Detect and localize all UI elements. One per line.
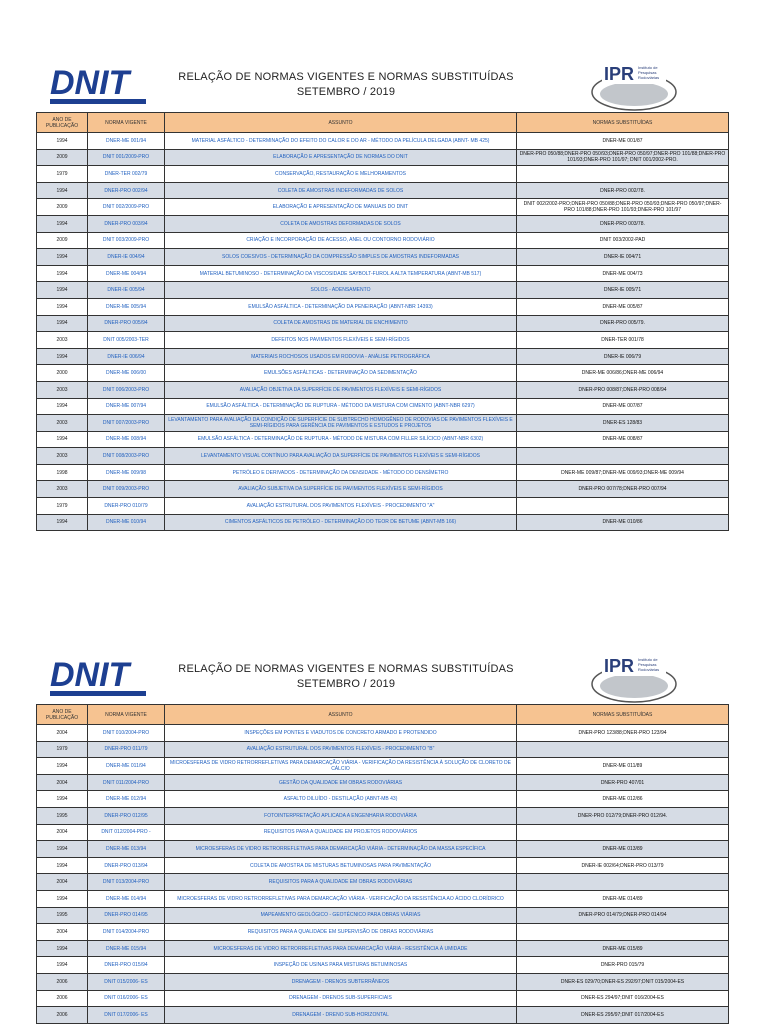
cell-year: 1994	[37, 215, 88, 232]
page-title	[166, 662, 526, 692]
cell-norm-link[interactable]: DNIT 008/2003-PRO	[88, 448, 165, 465]
cell-replaced: DNER-ES 029/70;DNER-ES 292/97;DNIT 015/2004-ES	[517, 973, 729, 990]
table-row	[37, 448, 729, 465]
cell-norm-link[interactable]: DNER-ME 007/94	[88, 398, 165, 415]
cell-subject-link[interactable]: MICROESFERAS DE VIDRO RETRORREFLETIVAS PARA DEMARCAÇÃO VIÁRIA - VERIFICAÇÃO DA RESISTÊNCIA À SOLUÇÃO DE CLORETO DE CÁLCIO	[165, 758, 517, 775]
cell-replaced: DNER-ES 294/97;DNIT 016/2004-ES	[517, 990, 729, 1007]
table-row	[37, 957, 729, 974]
cell-replaced: DNER-ME 005/87	[517, 298, 729, 315]
cell-replaced: DNER-ME 012/86	[517, 791, 729, 808]
table-row	[37, 481, 729, 498]
cell-subject-link[interactable]: MATERIAIS ROCHOSOS USADOS EM RODOVIA - ANÁLISE PETROGRÁFICA	[165, 348, 517, 365]
cell-replaced: DNIT 003/2002-PAD	[517, 232, 729, 249]
cell-replaced	[517, 924, 729, 941]
cell-norm-link[interactable]: DNER-PRO 015/94	[88, 957, 165, 974]
cell-subject-link[interactable]: DRENAGEM - DRENOS SUB-SUPERFICIAIS	[165, 990, 517, 1007]
norms-table-2	[36, 704, 729, 1024]
cell-year: 1995	[37, 807, 88, 824]
cell-year: 2004	[37, 774, 88, 791]
cell-year: 1979	[37, 498, 88, 515]
cell-subject-link[interactable]: INSPEÇÕES EM PONTES E VIADUTOS DE CONCRETO ARMADO E PROTENDIDO	[165, 725, 517, 742]
table-row	[37, 741, 729, 758]
page-title	[166, 70, 526, 100]
cell-norm-link[interactable]: DNIT 015/2006- ES	[88, 973, 165, 990]
cell-replaced: DNER-ME 015/89	[517, 940, 729, 957]
cell-subject-link[interactable]: CRIAÇÃO E INCORPORAÇÃO DE ACESSO, ANEL OU CONTORNO RODOVIÁRIO	[165, 232, 517, 249]
cell-year: 1994	[37, 315, 88, 332]
cell-norm-link[interactable]: DNIT 017/2006- ES	[88, 1007, 165, 1024]
cell-norm-link[interactable]: DNER-PRO 014/95	[88, 907, 165, 924]
cell-subject-link[interactable]: PETRÓLEO E DERIVADOS - DETERMINAÇÃO DA DENSIDADE - MÉTODO DO DENSÍMETRO	[165, 464, 517, 481]
cell-replaced: DNER-PRO 015/79	[517, 957, 729, 974]
cell-year: 2009	[37, 199, 88, 216]
cell-replaced: DNER-ES 295/97;DNIT 017/2004-ES	[517, 1007, 729, 1024]
table-row	[37, 381, 729, 398]
table-row	[37, 282, 729, 299]
cell-norm-link[interactable]: DNIT 012/2004-PRO -	[88, 824, 165, 841]
page-block-1	[36, 60, 728, 531]
table-row	[37, 166, 729, 183]
col-header-subject: ASSUNTO	[165, 705, 517, 725]
cell-norm-link[interactable]: DNER-ME 010/94	[88, 514, 165, 531]
title-line-1: RELAÇÃO DE NORMAS VIGENTES E NORMAS SUBSTITUÍDAS	[178, 663, 514, 675]
table-row	[37, 199, 729, 216]
cell-subject-link[interactable]: MATERIAL BETUMINOSO - DETERMINAÇÃO DA VISCOSIDADE SAYBOLT-FUROL A ALTA TEMPERATURA (ABNT-MB 517)	[165, 265, 517, 282]
cell-subject-link[interactable]: MICROESFERAS DE VIDRO RETRORREFLETIVAS PARA DEMARCAÇÃO VIÁRIA - DETERMINAÇÃO DA MASSA ESPECÍFICA	[165, 841, 517, 858]
table-row	[37, 415, 729, 432]
cell-subject-link[interactable]: SOLOS - ADENSAMENTO	[165, 282, 517, 299]
cell-year: 2003	[37, 448, 88, 465]
cell-norm-link[interactable]: DNIT 016/2006- ES	[88, 990, 165, 1007]
cell-subject-link[interactable]: MICROESFERAS DE VIDRO RETRORREFLETIVAS PARA DEMARCAÇÃO VIÁRIA - VERIFICAÇÃO DA RESISTÊNCIA AO ÁCIDO CLORÍDRICO	[165, 890, 517, 907]
title-line-1: RELAÇÃO DE NORMAS VIGENTES E NORMAS SUBSTITUÍDAS	[178, 71, 514, 83]
cell-norm-link[interactable]: DNIT 002/2009-PRO	[88, 199, 165, 216]
cell-year: 1994	[37, 398, 88, 415]
table-row	[37, 431, 729, 448]
cell-year: 1994	[37, 857, 88, 874]
cell-replaced	[517, 874, 729, 891]
cell-year: 2004	[37, 725, 88, 742]
col-header-subject: ASSUNTO	[165, 113, 517, 133]
cell-norm-link[interactable]: DNIT 014/2004-PRO	[88, 924, 165, 941]
dnit-logo: DNIT	[50, 64, 146, 104]
cell-norm-link[interactable]: DNIT 006/2003-PRO	[88, 381, 165, 398]
cell-subject-link[interactable]: COLETA DE AMOSTRAS DE MATERIAL DE ENCHIMENTO	[165, 315, 517, 332]
cell-replaced: DNER-ME 006/86;DNER-ME 006/94	[517, 365, 729, 382]
cell-subject-link[interactable]: EMULSÃO ASFÁLTICA - DETERMINAÇÃO DA PENEIRAÇÃO (ABNT-NBR 14393)	[165, 298, 517, 315]
ipr-logo-text: IPR	[604, 64, 635, 84]
cell-norm-link[interactable]: DNER-PRO 011/79	[88, 741, 165, 758]
ipr-logo	[590, 652, 678, 706]
cell-subject-link[interactable]: REQUISITOS PARA A QUALIDADE EM PROJETOS RODOVIÁRIOS	[165, 824, 517, 841]
cell-replaced: DNIT 002/2002-PRO;DNER-PRO 050/88;DNER-PRO 050/93;DNER-PRO 050/97;DNER-PRO 101/88;DNER-PRO 101/93;DNER-PRO 101/97	[517, 199, 729, 216]
cell-replaced: DNER-PRO 003/78.	[517, 215, 729, 232]
svg-text:Pesquisas: Pesquisas	[638, 662, 657, 667]
cell-subject-link[interactable]: INSPEÇÃO DE USINAS PARA MISTURAS BETUMINOSAS	[165, 957, 517, 974]
cell-norm-link[interactable]: DNER-ME 015/94	[88, 940, 165, 957]
ipr-logo-text: IPR	[604, 656, 635, 676]
cell-replaced: DNER-ME 009/87;DNER-ME 009/93;DNER-ME 009/94	[517, 464, 729, 481]
cell-year: 2003	[37, 415, 88, 432]
table-row	[37, 725, 729, 742]
table-row	[37, 758, 729, 775]
cell-norm-link[interactable]: DNER-PRO 002/94	[88, 182, 165, 199]
col-header-replaced: NORMAS SUBSTITUÍDAS	[517, 705, 729, 725]
cell-replaced: DNER-PRO 014/79;DNER-PRO 014/94	[517, 907, 729, 924]
svg-text:Rodoviárias: Rodoviárias	[638, 75, 660, 80]
cell-norm-link[interactable]: DNER-PRO 013/94	[88, 857, 165, 874]
col-header-year: ANO DE PUBLICAÇÃO	[37, 705, 88, 725]
cell-subject-link[interactable]: DEFEITOS NOS PAVIMENTOS FLEXÍVEIS E SEMI-RÍGIDOS	[165, 332, 517, 349]
cell-replaced: DNER-ME 001/87	[517, 133, 729, 150]
cell-subject-link[interactable]: AVALIAÇÃO ESTRUTURAL DOS PAVIMENTOS FLEXÍVEIS - PROCEDIMENTO "A"	[165, 498, 517, 515]
table-row	[37, 182, 729, 199]
cell-norm-link[interactable]: DNER-ME 011/94	[88, 758, 165, 775]
cell-subject-link[interactable]: MATERIAL ASFÁLTICO - DETERMINAÇÃO DO EFEITO DO CALOR E DO AR - MÉTODO DA PELÍCULA DELGADA (ABNT- MB 425)	[165, 133, 517, 150]
cell-norm-link[interactable]: DNIT 010/2004-PRO	[88, 725, 165, 742]
cell-norm-link[interactable]: DNER-ME 006/00	[88, 365, 165, 382]
table-row	[37, 398, 729, 415]
col-header-replaced: NORMAS SUBSTITUÍDAS	[517, 113, 729, 133]
cell-norm-link[interactable]: DNIT 001/2009-PRO	[88, 149, 165, 166]
cell-subject-link[interactable]: REQUISITOS PARA A QUALIDADE EM SUPERVISÃO DE OBRAS RODOVIÁRIAS	[165, 924, 517, 941]
cell-norm-link[interactable]: DNER-ME 009/98	[88, 464, 165, 481]
cell-norm-link[interactable]: DNER-ME 013/94	[88, 841, 165, 858]
cell-year: 1994	[37, 431, 88, 448]
cell-replaced: DNER-PRO 012/79;DNER-PRO 012/94.	[517, 807, 729, 824]
cell-subject-link[interactable]: SOLOS COESIVOS - DETERMINAÇÃO DA COMPRESSÃO SIMPLES DE AMOSTRAS INDEFORMADAS	[165, 249, 517, 266]
table-row	[37, 464, 729, 481]
table-row	[37, 874, 729, 891]
col-header-norm: NORMA VIGENTE	[88, 705, 165, 725]
cell-replaced: DNER-IE 005/71	[517, 282, 729, 299]
table-row	[37, 890, 729, 907]
table-row	[37, 332, 729, 349]
cell-replaced	[517, 824, 729, 841]
cell-replaced: DNER-PRO 005/79.	[517, 315, 729, 332]
cell-replaced: DNER-ME 013/89	[517, 841, 729, 858]
cell-subject-link[interactable]: GESTÃO DA QUALIDADE EM OBRAS RODOVIÁRIAS	[165, 774, 517, 791]
cell-subject-link[interactable]: AVALIAÇÃO SUBJETIVA DA SUPERFÍCIE DE PAVIMENTOS FLEXÍVEIS E SEMI-RÍGIDOS	[165, 481, 517, 498]
cell-norm-link[interactable]: DNIT 007/2003-PRO	[88, 415, 165, 432]
cell-norm-link[interactable]: DNER-PRO 005/94	[88, 315, 165, 332]
cell-subject-link[interactable]: AVALIAÇÃO OBJETIVA DA SUPERFÍCIE DE PAVIMENTOS FLEXÍVEIS E SEMI-RÍGIDOS	[165, 381, 517, 398]
table-row	[37, 841, 729, 858]
cell-replaced: DNER-ME 008/87	[517, 431, 729, 448]
cell-year: 1979	[37, 741, 88, 758]
table-row	[37, 514, 729, 531]
cell-replaced: DNER-TER 001/78	[517, 332, 729, 349]
table-row	[37, 133, 729, 150]
table-row	[37, 973, 729, 990]
cell-replaced: DNER-PRO 050/88;DNER-PRO 050/93;DNER-PRO 050/97;DNER-PRO 101/88;DNER-PRO 101/93;DNER-PRO 101/97; DNIT 001/2002-PRO.	[517, 149, 729, 166]
col-header-year: ANO DE PUBLICAÇÃO	[37, 113, 88, 133]
cell-replaced: DNER-ME 007/87	[517, 398, 729, 415]
cell-year: 2000	[37, 365, 88, 382]
cell-subject-link[interactable]: COLETA DE AMOSTRA DE MISTURAS BETUMINOSAS PARA PAVIMENTAÇÃO	[165, 857, 517, 874]
cell-subject-link[interactable]: EMULSÕES ASFÁLTICAS - DETERMINAÇÃO DA SEDIMENTAÇÃO	[165, 365, 517, 382]
cell-year: 2003	[37, 381, 88, 398]
ipr-logo	[590, 60, 678, 114]
cell-subject-link[interactable]: CONSERVAÇÃO, RESTAURAÇÃO E MELHORAMENTOS	[165, 166, 517, 183]
svg-text:Pesquisas: Pesquisas	[638, 70, 657, 75]
table-row	[37, 824, 729, 841]
cell-subject-link[interactable]: FOTOINTERPRETAÇÃO APLICADA A ENGENHARIA RODOVIÁRIA	[165, 807, 517, 824]
cell-year: 1998	[37, 464, 88, 481]
dnit-logo: DNIT	[50, 656, 146, 696]
cell-norm-link[interactable]: DNIT 011/2004-PRO	[88, 774, 165, 791]
cell-year: 1995	[37, 907, 88, 924]
page-header	[36, 652, 728, 712]
cell-year: 1994	[37, 249, 88, 266]
cell-norm-link[interactable]: DNER-TER 002/79	[88, 166, 165, 183]
cell-norm-link[interactable]: DNIT 013/2004-PRO	[88, 874, 165, 891]
cell-replaced	[517, 741, 729, 758]
table-row	[37, 149, 729, 166]
cell-year: 2004	[37, 824, 88, 841]
cell-subject-link[interactable]: COLETA DE AMOSTRAS INDEFORMADAS DE SOLOS	[165, 182, 517, 199]
cell-subject-link[interactable]: REQUISITOS PARA A QUALIDADE EM OBRAS RODOVIÁRIAS	[165, 874, 517, 891]
cell-subject-link[interactable]: ELABORAÇÃO E APRESENTAÇÃO DE MANUAIS DO DNIT	[165, 199, 517, 216]
cell-norm-link[interactable]: DNER-ME 012/94	[88, 791, 165, 808]
cell-year: 1994	[37, 298, 88, 315]
cell-replaced: DNER-ME 004/73	[517, 265, 729, 282]
cell-subject-link[interactable]: EMULSÃO ASFÁLTICA - DETERMINAÇÃO DE RUPTURA - MÉTODO DA MISTURA COM CIMENTO (ABNT-NBR 6297)	[165, 398, 517, 415]
cell-replaced: DNER-IE 006/79	[517, 348, 729, 365]
page-header	[36, 60, 728, 120]
cell-norm-link[interactable]: DNER-IE 006/94	[88, 348, 165, 365]
page-block-2	[36, 652, 728, 1024]
table-row	[37, 907, 729, 924]
cell-replaced: DNER-ME 010/86	[517, 514, 729, 531]
cell-norm-link[interactable]: DNER-PRO 012/95	[88, 807, 165, 824]
cell-norm-link[interactable]: DNIT 003/2009-PRO	[88, 232, 165, 249]
cell-year: 1994	[37, 265, 88, 282]
title-line-2: SETEMBRO / 2019	[296, 678, 396, 690]
cell-norm-link[interactable]: DNER-ME 008/94	[88, 431, 165, 448]
cell-norm-link[interactable]: DNER-ME 005/94	[88, 298, 165, 315]
cell-year: 1994	[37, 182, 88, 199]
cell-year: 1994	[37, 890, 88, 907]
cell-norm-link[interactable]: DNER-ME 001/94	[88, 133, 165, 150]
cell-subject-link[interactable]: ELABORAÇÃO E APRESENTAÇÃO DE NORMAS DO DNIT	[165, 149, 517, 166]
cell-replaced: DNER-PRO 008/87;DNER-PRO 008/94	[517, 381, 729, 398]
cell-year: 1994	[37, 282, 88, 299]
table-row	[37, 232, 729, 249]
cell-subject-link[interactable]: MICROESFERAS DE VIDRO RETRORREFLETIVAS PARA DEMARCAÇÃO VIÁRIA - RESISTÊNCIA À UMIDADE	[165, 940, 517, 957]
table-row	[37, 348, 729, 365]
cell-replaced: DNER-IE 002/64;DNER-PRO 013/79	[517, 857, 729, 874]
table-row	[37, 315, 729, 332]
cell-norm-link[interactable]: DNER-PRO 010/79	[88, 498, 165, 515]
cell-norm-link[interactable]: DNER-ME 004/94	[88, 265, 165, 282]
cell-year: 1994	[37, 514, 88, 531]
cell-replaced: DNER-ES 128/83	[517, 415, 729, 432]
cell-year: 2006	[37, 1007, 88, 1024]
cell-subject-link[interactable]: LEVANTAMENTO PARA AVALIAÇÃO DA CONDIÇÃO DE SUPERFÍCIE DE SUBTRECHO HOMOGÊNEO DE RODOVIAS DE PAVIMENTOS FLEXÍVEIS E SEMI-RÍGIDOS PARA GERÊNCIA DE PAVIMENTOS E ESTUDOS E PROJETOS	[165, 415, 517, 432]
cell-year: 1994	[37, 133, 88, 150]
table-row	[37, 215, 729, 232]
cell-subject-link[interactable]: ASFALTO DILUÍDO - DESTILAÇÃO (ABNT-MB 43)	[165, 791, 517, 808]
cell-year: 1994	[37, 841, 88, 858]
table-row	[37, 298, 729, 315]
cell-subject-link[interactable]: DRENAGEM - DRENO SUB-HORIZONTAL	[165, 1007, 517, 1024]
table-row	[37, 1007, 729, 1024]
cell-subject-link[interactable]: LEVANTAMENTO VISUAL CONTÍNUO PARA AVALIAÇÃO DA SUPERFÍCIE DE PAVIMENTOS FLEXÍVEIS E SEMI-RÍGIDOS	[165, 448, 517, 465]
cell-year: 2003	[37, 481, 88, 498]
cell-year: 2009	[37, 149, 88, 166]
table-row	[37, 498, 729, 515]
table-row	[37, 857, 729, 874]
cell-year: 2004	[37, 924, 88, 941]
cell-year: 1994	[37, 348, 88, 365]
cell-subject-link[interactable]: MAPEAMENTO GEOLÓGICO - GEOTÉCNICO PARA OBRAS VIÁRIAS	[165, 907, 517, 924]
cell-replaced	[517, 166, 729, 183]
cell-norm-link[interactable]: DNER-PRO 003/94	[88, 215, 165, 232]
table-row	[37, 924, 729, 941]
cell-subject-link[interactable]: COLETA DE AMOSTRAS DEFORMADAS DE SOLOS	[165, 215, 517, 232]
cell-norm-link[interactable]: DNER-IE 005/94	[88, 282, 165, 299]
table-row	[37, 249, 729, 266]
cell-subject-link[interactable]: DRENAGEM - DRENOS SUBTERRÂNEOS	[165, 973, 517, 990]
norms-table-1	[36, 112, 729, 531]
cell-replaced: DNER-PRO 407/01	[517, 774, 729, 791]
cell-norm-link[interactable]: DNIT 009/2003-PRO	[88, 481, 165, 498]
cell-replaced	[517, 448, 729, 465]
table-row	[37, 265, 729, 282]
svg-text:Instituto de: Instituto de	[638, 65, 658, 70]
table-row	[37, 990, 729, 1007]
table-row	[37, 365, 729, 382]
cell-year: 1994	[37, 940, 88, 957]
cell-replaced: DNER-ME 014/89	[517, 890, 729, 907]
cell-year: 2006	[37, 973, 88, 990]
cell-replaced: DNER-PRO 002/78.	[517, 182, 729, 199]
table-row	[37, 940, 729, 957]
cell-year: 1994	[37, 957, 88, 974]
cell-year: 2006	[37, 990, 88, 1007]
cell-norm-link[interactable]: DNIT 005/2003-TER	[88, 332, 165, 349]
col-header-norm: NORMA VIGENTE	[88, 113, 165, 133]
cell-replaced: DNER-PRO 007/78;DNER-PRO 007/94	[517, 481, 729, 498]
table-row	[37, 807, 729, 824]
title-line-2: SETEMBRO / 2019	[296, 86, 396, 98]
cell-replaced	[517, 498, 729, 515]
cell-subject-link[interactable]: EMULSÃO ASFÁLTICA - DETERMINAÇÃO DE RUPTURA - MÉTODO DE MISTURA COM FILLER SILÍCICO (ABNT-NBR 6302)	[165, 431, 517, 448]
svg-text:Instituto de: Instituto de	[638, 657, 658, 662]
cell-year: 2004	[37, 874, 88, 891]
cell-replaced: DNER-IE 004/71	[517, 249, 729, 266]
cell-subject-link[interactable]: AVALIAÇÃO ESTRUTURAL DOS PAVIMENTOS FLEXÍVEIS - PROCEDIMENTO "B"	[165, 741, 517, 758]
cell-year: 1994	[37, 758, 88, 775]
table-row	[37, 774, 729, 791]
cell-year: 1979	[37, 166, 88, 183]
table-row	[37, 791, 729, 808]
cell-replaced: DNER-PRO 123/88;DNER-PRO 123/94	[517, 725, 729, 742]
cell-year: 2009	[37, 232, 88, 249]
cell-norm-link[interactable]: DNER-ME 014/94	[88, 890, 165, 907]
cell-subject-link[interactable]: CIMENTOS ASFÁLTICOS DE PETRÓLEO - DETERMINAÇÃO DO TEOR DE BETUME (ABNT-MB 166)	[165, 514, 517, 531]
cell-year: 2003	[37, 332, 88, 349]
cell-year: 1994	[37, 791, 88, 808]
cell-norm-link[interactable]: DNER-IE 004/94	[88, 249, 165, 266]
cell-replaced: DNER-ME 011/89	[517, 758, 729, 775]
svg-text:Rodoviárias: Rodoviárias	[638, 667, 660, 672]
